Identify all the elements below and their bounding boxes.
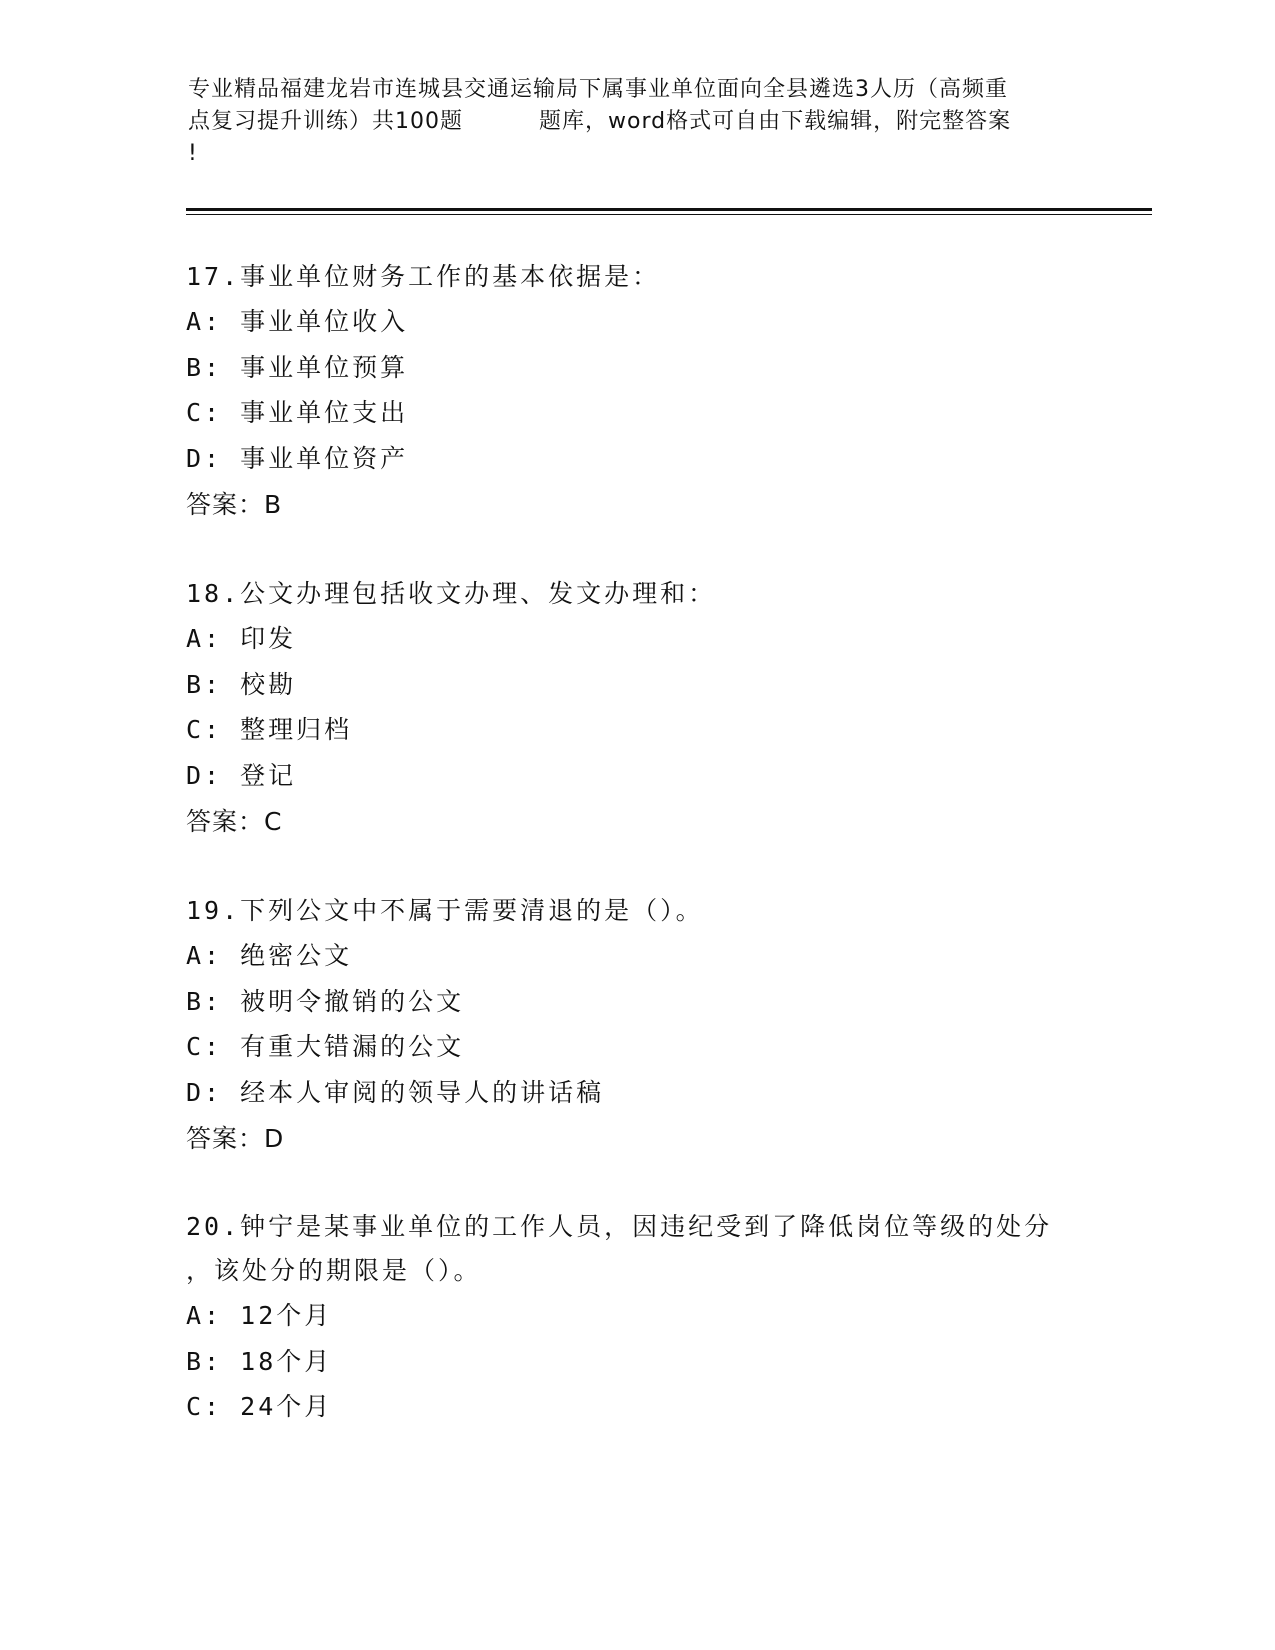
question-20	[186, 1205, 1106, 1430]
option-c: C: 整理归档	[186, 715, 353, 744]
option-c: C: 事业单位支出	[186, 398, 409, 427]
question-19	[186, 889, 1106, 1163]
header-divider-thick	[186, 208, 1152, 211]
option-c: C: 有重大错漏的公文	[186, 1032, 465, 1061]
option-b: B: 18个月	[186, 1346, 333, 1376]
header-line-2-part-2: 题库，word格式可自由下载编辑，附完整答案	[539, 109, 1012, 134]
option-a: A: 绝密公文	[186, 941, 353, 970]
document-header	[188, 74, 1088, 170]
option-c: C: 24个月	[186, 1392, 333, 1421]
option-d: D: 事业单位资产	[186, 443, 409, 473]
option-b: B: 事业单位预算	[186, 352, 409, 382]
answer: 答案：D	[186, 1124, 285, 1153]
option-d: D: 经本人审阅的领导人的讲话稿	[186, 1077, 605, 1107]
answer: 答案：C	[186, 807, 283, 836]
question-stem: 17.事业单位财务工作的基本依据是：	[186, 262, 661, 291]
question-stem: 19.下列公文中不属于需要清退的是（）。	[186, 896, 704, 925]
option-d: D: 登记	[186, 760, 297, 790]
question-17	[186, 255, 1106, 529]
question-stem: 18.公文办理包括收文办理、发文办理和：	[186, 579, 717, 608]
option-b: B: 被明令撤销的公文	[186, 986, 465, 1016]
option-b: B: 校勘	[186, 669, 297, 699]
header-line-2	[188, 106, 1088, 138]
header-line-1: 专业精品福建龙岩市连城县交通运输局下属事业单位面向全县遴选3人历（高频重	[188, 77, 1008, 102]
option-a: A: 事业单位收入	[186, 307, 409, 336]
answer: 答案：B	[186, 490, 283, 519]
header-line-2-part-1: 点复习提升训练）共100题	[188, 109, 463, 134]
header-line-3: !	[188, 141, 198, 166]
question-18	[186, 572, 1106, 846]
question-stem-continued: ，该处分的期限是（）。	[186, 1256, 482, 1285]
option-a: A: 印发	[186, 624, 297, 653]
header-divider-thin	[186, 214, 1152, 215]
option-a: A: 12个月	[186, 1301, 333, 1330]
question-stem: 20.钟宁是某事业单位的工作人员，因违纪受到了降低岗位等级的处分	[186, 1212, 1053, 1241]
